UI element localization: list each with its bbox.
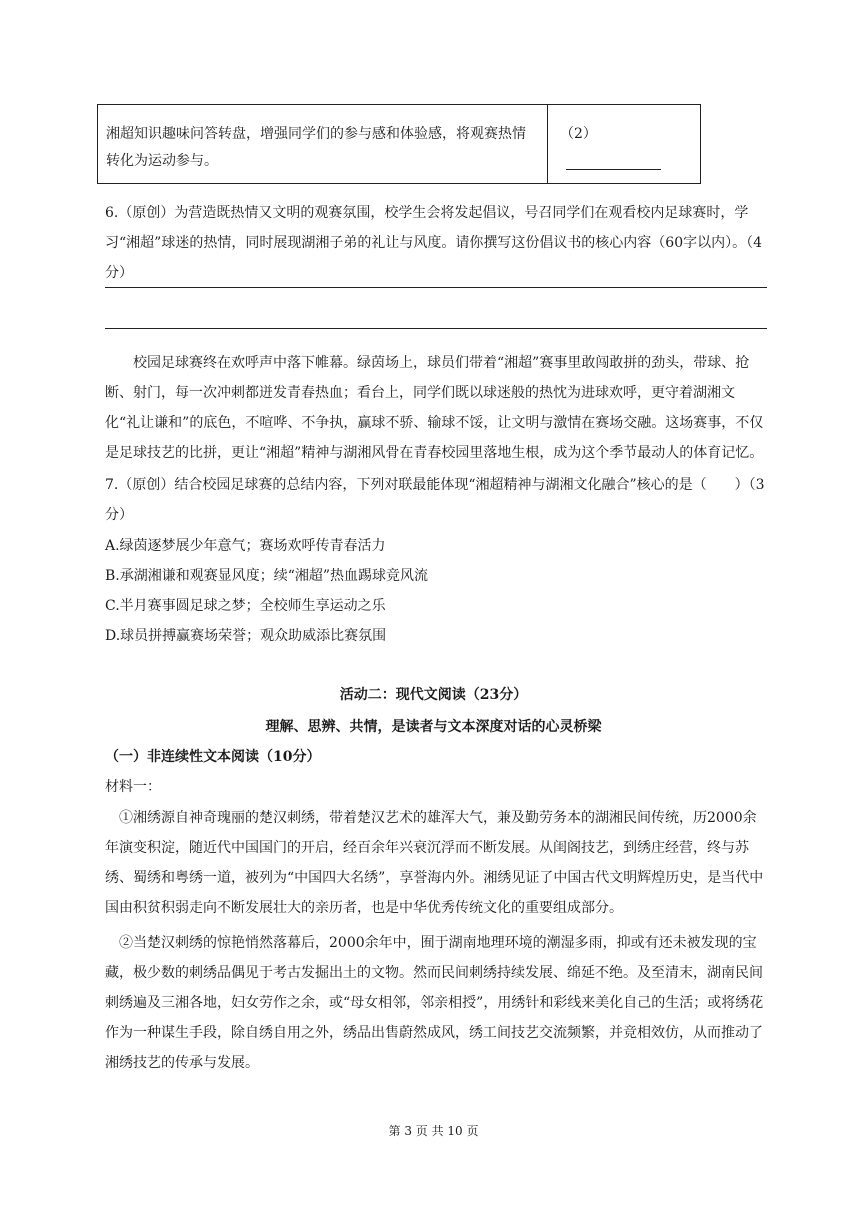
option-c[interactable]: C.半月赛事圆足球之梦；全校师生享运动之乐 (105, 598, 386, 614)
activity-2-title: 活动二：现代文阅读（23分） (339, 687, 528, 703)
answer-line-1[interactable] (105, 287, 767, 288)
material-1-label: 材料一： (105, 779, 161, 795)
answer-line-2[interactable] (105, 328, 767, 329)
material-paragraph-1: ①湘绣源自神奇瑰丽的楚汉刺绣，带着楚汉艺术的雄浑大气，兼及勤劳务本的湖湘民间传统，历2000余年演变积淀，随近代中国国门的开启，经百余年兴衰沉浮而不断发展。从闺阁技艺，到绣庄经营，终与苏绣、蜀绣和粤绣一道，被列为“中国四大名绣”，享誉海内外。湘绣见证了中国古代文明辉煌历史，是当代中国由积贫积弱走向不断发展壮大的亲历者，也是中华优秀传统文化的重要组成部分。 (105, 810, 764, 916)
question-6: 6.（原创）为营造既热情又文明的观赛氛围，校学生会将发起倡议，号召同学们在观看校内足球赛时，学习“湘超”球迷的热情，同时展现湖湘子弟的礼让与风度。请你撰写这份倡议书的核心内容（60字以内）。（4分） (105, 205, 763, 281)
answer-label: （2） (560, 126, 597, 142)
answer-blank[interactable] (566, 153, 661, 170)
option-d[interactable]: D.球员拼搏赢赛场荣誉；观众助威添比赛氛围 (105, 628, 387, 644)
page-footer: 第 3 页 共 10 页 (388, 1124, 479, 1138)
option-b[interactable]: B.承湖湘谦和观赛显风度；续“湘超”热血踢球竞风流 (105, 568, 429, 584)
option-a[interactable]: A.绿茵逐梦展少年意气；赛场欢呼传青春活力 (105, 538, 386, 554)
activity-table (97, 104, 701, 184)
material-paragraph-2: ②当楚汉刺绣的惊艳悄然落幕后，2000余年中，囿于湖南地理环境的潮湿多雨，抑或有还未被发现的宝藏，极少数的刺绣品偶见于考古发掘出土的文物。然而民间刺绣持续发展、绵延不绝。及至清末，湖南民间刺绣遍及三湘各地，妇女劳作之余，或“母女相邻，邻亲相授”，用绣针和彩线来美化自己的生活；或将绣花作为一种谋生手段，除自绣自用之外，绣品出售蔚然成风，绣工间技艺交流频繁，并竞相效仿，从而推动了湘绣技艺的传承与发展。 (105, 935, 764, 1071)
question-7: 7.（原创）结合校园足球赛的总结内容，下列对联最能体现“湘超精神与湖湘文化融合”核心的是（ ）（3分） (105, 477, 765, 523)
activity-2-subtitle: 理解、思辨、共情，是读者与文本深度对话的心灵桥梁 (265, 719, 602, 735)
table-cell-left: 湘超知识趣味问答转盘，增强同学们的参与感和体验感，将观赛热情转化为运动参与。 (98, 105, 548, 183)
section-1-title: （一）非连续性文本阅读（10分） (105, 749, 321, 765)
table-cell-right (548, 105, 700, 183)
summary-passage: 校园足球赛终在欢呼声中落下帷幕。绿茵场上，球员们带着“湘超”赛事里敢闯敢拼的劲头，带球、抢断、射门，每一次冲刺都迸发青春热血；看台上，同学们既以球迷般的热忱为进球欢呼，更守着湖湘文化“礼让谦和”的底色，不喧哗、不争执，赢球不骄、输球不馁，让文明与激情在赛场交融。这场赛事，不仅是足球技艺的比拼，更让“湘超”精神与湖湘风骨在青春校园里落地生根，成为这个季节最动人的体育记忆。 (105, 355, 764, 461)
